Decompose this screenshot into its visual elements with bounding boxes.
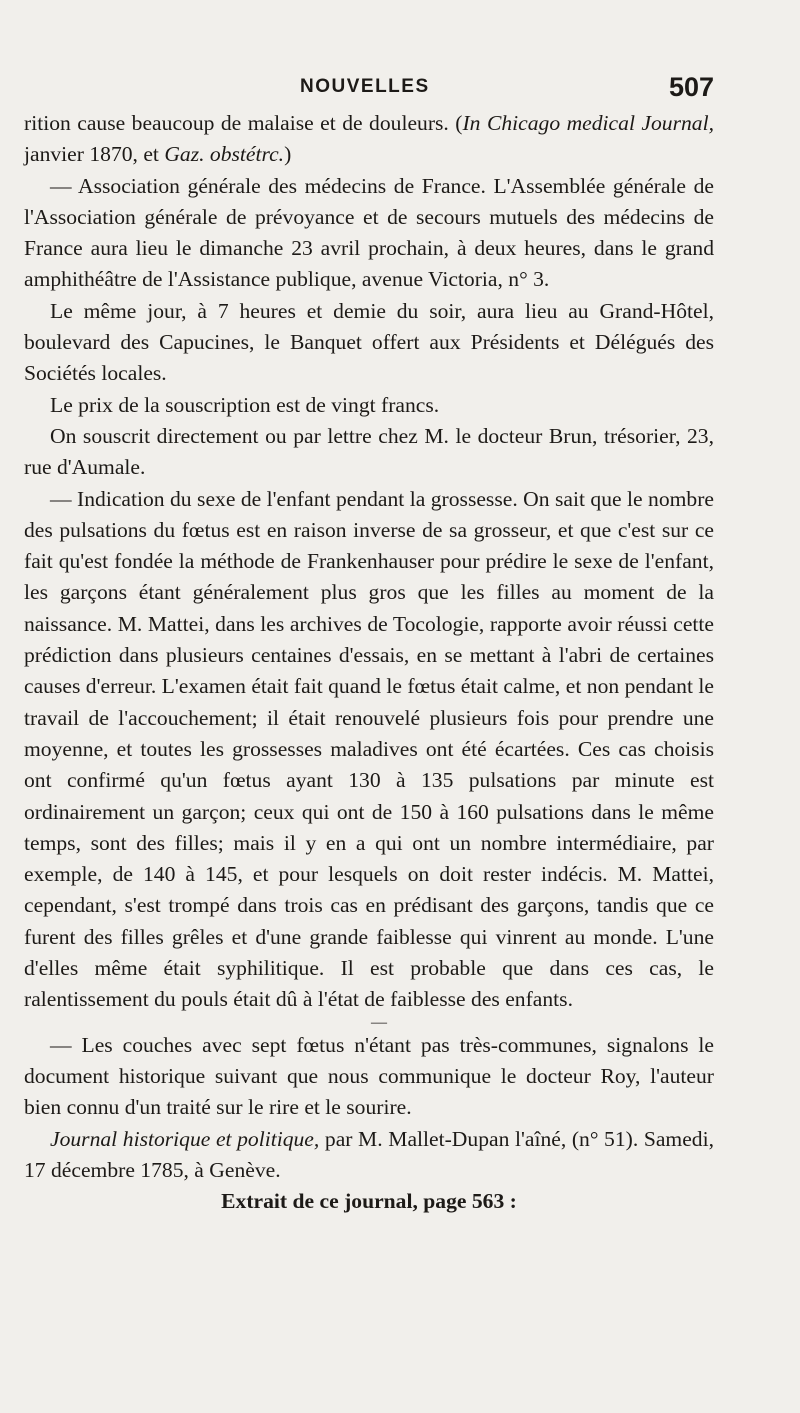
citation-italic: In Chicago medical Journal,: [462, 111, 714, 135]
section-separator: —: [371, 1013, 387, 1031]
article-body: [24, 108, 714, 1217]
paragraph-text: par M. Mallet-Dupan l'aîné, (n° 51). Samedi, 17 décembre 1785, à Genève.: [24, 1126, 714, 1182]
paragraph-text: janvier 1870, et: [24, 142, 165, 167]
page-header: [24, 72, 714, 106]
paragraph-association: — Association générale des médecins de France. L'Assemblée générale de l'Association générale de prévoyance et de secours mutuels des médecins de France aura lieu le dimanche 23 avril prochain, à deux heures, dans le grand amphithéâtre de l'Assistance publique, avenue Victoria, n° 3.: [24, 173, 714, 292]
paragraph-text: ): [284, 142, 292, 167]
paragraph-extract: Extrait de ce journal, page 563 :: [221, 1189, 517, 1214]
citation-italic: Gaz. obstétrc.: [164, 142, 285, 167]
paragraph-continuation: [24, 108, 714, 171]
paragraph-seven-fetus: — Les couches avec sept fœtus n'étant pas très-communes, signalons le document historique suivant que nous communique le docteur Roy, l'auteur bien connu d'un traité sur le rire et le sourire.: [24, 1032, 714, 1120]
paragraph-subscription: On souscrit directement ou par lettre chez M. le docteur Brun, trésorier, 23, rue d'Aumale.: [24, 423, 714, 480]
paragraph-sex-indication: — Indication du sexe de l'enfant pendant la grossesse. On sait que le nombre des pulsations du fœtus est en raison inverse de sa grosseur, et que c'est sur ce fait qu'est fondée la méthode de Frankenhauser pour prédire le sexe de l'enfant, les garçons étant généralement plus gros que les filles au moment de la naissance. M. Mattei, dans les archives de Tocologie, rapporte avoir réussi cette prédiction dans plusieurs centaines d'essais, en se mettant à l'abri de certaines causes d'erreur. L'examen était fait quand le fœtus était calme, et non pendant le travail de l'accouchement; il était renouvelé plusieurs fois pour prendre une moyenne, et toutes les grossesses maladives ont été écartées. Ces cas choisis ont confirmé qu'un fœtus ayant 130 à 135 pulsations par minute est ordinairement un garçon; ceux qui ont de 150 à 160 pulsations dans le même temps, sont des filles; mais il y en a qui ont un nombre intermédiaire, par exemple, de 140 à 145, et pour lesquels on doit rester indécis. M. Mattei, cependant, s'est trompé dans trois cas en prédisant des garçons, tandis que ce furent des filles grêles et d'une grande faiblesse qui vinrent au monde. L'une d'elles même était syphilitique. Il est probable que dans ces cas, le ralentissement du pouls était dû à l'état de faiblesse des enfants.: [24, 486, 714, 1012]
running-head: NOUVELLES: [300, 76, 430, 97]
paragraph-text: rition cause beaucoup de malaise et de douleurs. (: [24, 111, 463, 135]
paragraph-price: Le prix de la souscription est de vingt francs.: [50, 392, 440, 417]
page-number: 507: [668, 72, 714, 102]
paragraph-journal-citation: [24, 1124, 714, 1187]
paragraph-banquet: Le même jour, à 7 heures et demie du soir, aura lieu au Grand-Hôtel, boulevard des Capucines, le Banquet offert aux Présidents et Délégués des Sociétés locales.: [24, 298, 714, 386]
journal-title-italic: Journal historique et politique,: [50, 1126, 320, 1151]
